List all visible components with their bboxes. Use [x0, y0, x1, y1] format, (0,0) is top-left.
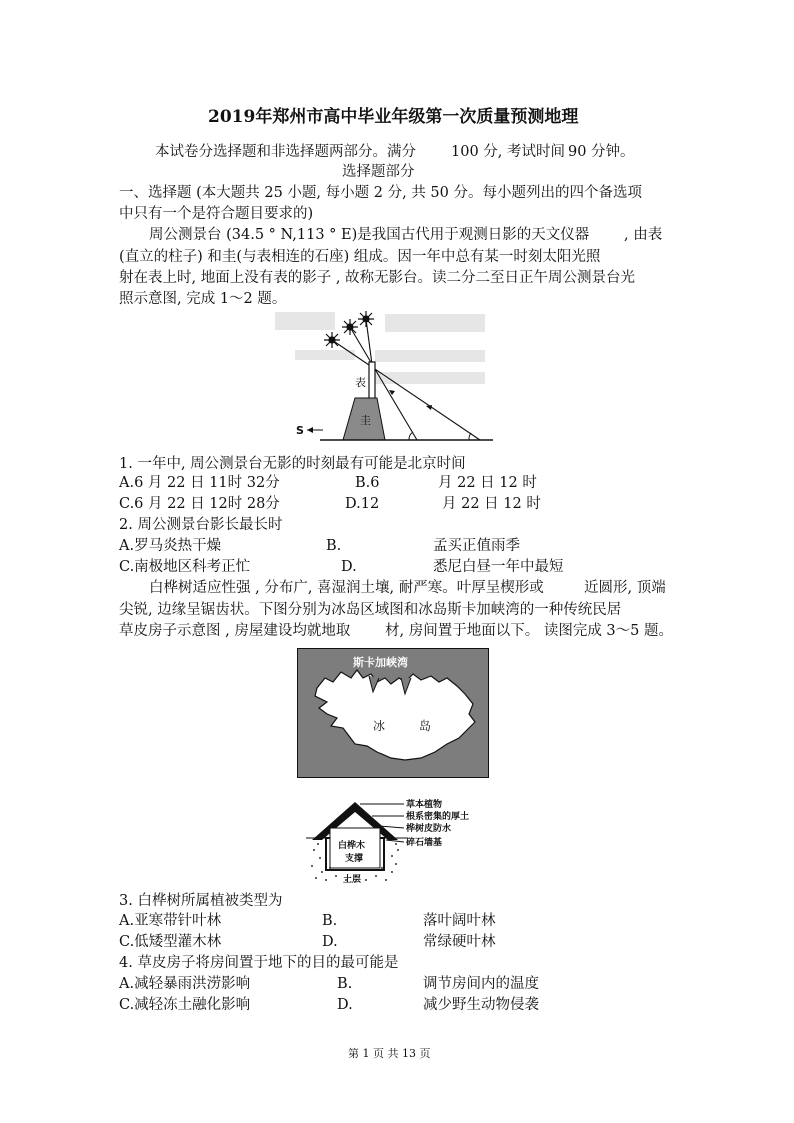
q4-option-c[interactable]: C.减轻冻土融化影响	[119, 997, 251, 1013]
support-label-1: 白桦木	[338, 841, 366, 851]
question-4-stem: 4. 草皮房子将房间置于地下的目的最可能是	[119, 955, 399, 971]
q2-option-b[interactable]: 孟买正值雨季	[433, 538, 520, 554]
q4-option-d-letter[interactable]: D.	[337, 997, 353, 1013]
q4-option-b-letter[interactable]: B.	[337, 976, 353, 992]
passage2-line3: 草皮房子示意图 , 房屋建设均就地取	[119, 623, 351, 639]
page-title: 2019年郑州市高中毕业年级第一次质量预测地理	[208, 107, 579, 127]
q4-option-a[interactable]: A.减轻暴雨洪涝影响	[119, 976, 251, 992]
page-footer: 第 1 页 共 13 页	[348, 1047, 431, 1060]
legend-thick-soil: 根系密集的厚土	[406, 812, 470, 822]
passage2-line2: 尖锐, 边缘呈锯齿状。下图分别为冰岛区域图和冰岛斯卡加峡湾的一种传统民居	[119, 602, 622, 618]
q3-option-a[interactable]: A.亚寒带针叶林	[119, 913, 222, 929]
iceland-map	[297, 648, 489, 778]
q3-option-d-letter[interactable]: D.	[322, 934, 338, 950]
q4-option-d[interactable]: 减少野生动物侵袭	[423, 997, 539, 1013]
question-1-stem: 1. 一年中, 周公测景台无影的时刻最有可能是北京时间	[119, 456, 466, 472]
legend-birch-bark: 桦树皮防水	[406, 824, 452, 834]
section-instruction-line1: 一、选择题 (本大题共 25 小题, 每小题 2 分, 共 50 分。每小题列出的四个备选项	[119, 185, 642, 201]
q4-option-b[interactable]: 调节房间内的温度	[423, 976, 539, 992]
q3-option-b-letter[interactable]: B.	[322, 913, 338, 929]
q3-option-c[interactable]: C.低矮型灌木林	[119, 934, 222, 950]
passage1-line4: 照示意图, 完成 1～2 题。	[119, 291, 287, 307]
intro-time: 90 分钟。	[568, 144, 635, 160]
section-instruction-line2: 中只有一个是符合题目要求的)	[119, 206, 314, 222]
question-2-stem: 2. 周公测景台影长最长时	[119, 517, 283, 533]
passage2-line1: 白桦树适应性强 , 分布广, 喜湿润土壤, 耐严寒。叶厚呈楔形或	[149, 580, 544, 596]
passage1-line1-end: , 由表	[624, 227, 663, 243]
q1-option-d-letter[interactable]: D.12	[345, 496, 380, 512]
q2-option-b-letter[interactable]: B.	[326, 538, 342, 554]
q2-option-c[interactable]: C.南极地区科考正忙	[119, 559, 251, 575]
passage1-line2: (直立的柱子) 和圭(与表相连的石座) 组成。因一年中总有某一时刻太阳光照	[119, 249, 601, 265]
passage1-line3: 射在表上时, 地面上没有表的影子 , 故称无影台。读二分二至日正午周公测景台光	[119, 270, 636, 286]
intro-text: 本试卷分选择题和非选择题两部分。满分	[155, 144, 416, 160]
passage2-line3-end: 材, 房间置于地面以下。 读图完成 3～5 题。	[385, 623, 673, 639]
iceland-label-2: 岛	[419, 719, 432, 733]
q3-option-d[interactable]: 常绿硬叶林	[423, 934, 496, 950]
passage2-line1-end: 近圆形, 顶端	[584, 580, 666, 596]
turf-house-diagram	[300, 788, 500, 886]
q1-option-d[interactable]: 月 22 日 12 时	[442, 496, 541, 512]
legend-gravel-base: 碎石墙基	[406, 838, 443, 848]
q3-option-b[interactable]: 落叶阔叶林	[423, 913, 496, 929]
part-heading: 选择题部分	[342, 164, 415, 180]
q1-option-b[interactable]: 月 22 日 12 时	[438, 475, 537, 491]
base-label: 圭	[360, 414, 371, 427]
legend-herb-plants: 草本植物	[406, 800, 443, 810]
support-label-2: 支撑	[345, 854, 364, 864]
q2-option-a[interactable]: A.罗马炎热干燥	[119, 538, 222, 554]
question-3-stem: 3. 白桦树所属植被类型为	[119, 893, 283, 909]
iceland-label-1: 冰	[373, 719, 386, 733]
q1-option-c[interactable]: C.6 月 22 日 12时 28分	[119, 496, 280, 512]
skagafjordur-label: 斯卡加峡湾	[353, 656, 408, 669]
south-label: S	[296, 424, 304, 437]
q2-option-d-letter[interactable]: D.	[341, 559, 357, 575]
intro-score: 100 分, 考试时间	[451, 144, 566, 160]
q2-option-d[interactable]: 悉尼白昼一年中最短	[433, 559, 564, 575]
q1-option-b-letter[interactable]: B.6	[355, 475, 380, 491]
q1-option-a[interactable]: A.6 月 22 日 11时 32分	[119, 475, 280, 491]
soil-label: 土层	[343, 875, 362, 885]
passage1-line1: 周公测景台 (34.5 ° N,113 ° E)是我国古代用于观测日影的天文仪器	[149, 227, 590, 243]
gnomon-label: 表	[355, 376, 366, 389]
sundial-diagram	[275, 310, 495, 445]
